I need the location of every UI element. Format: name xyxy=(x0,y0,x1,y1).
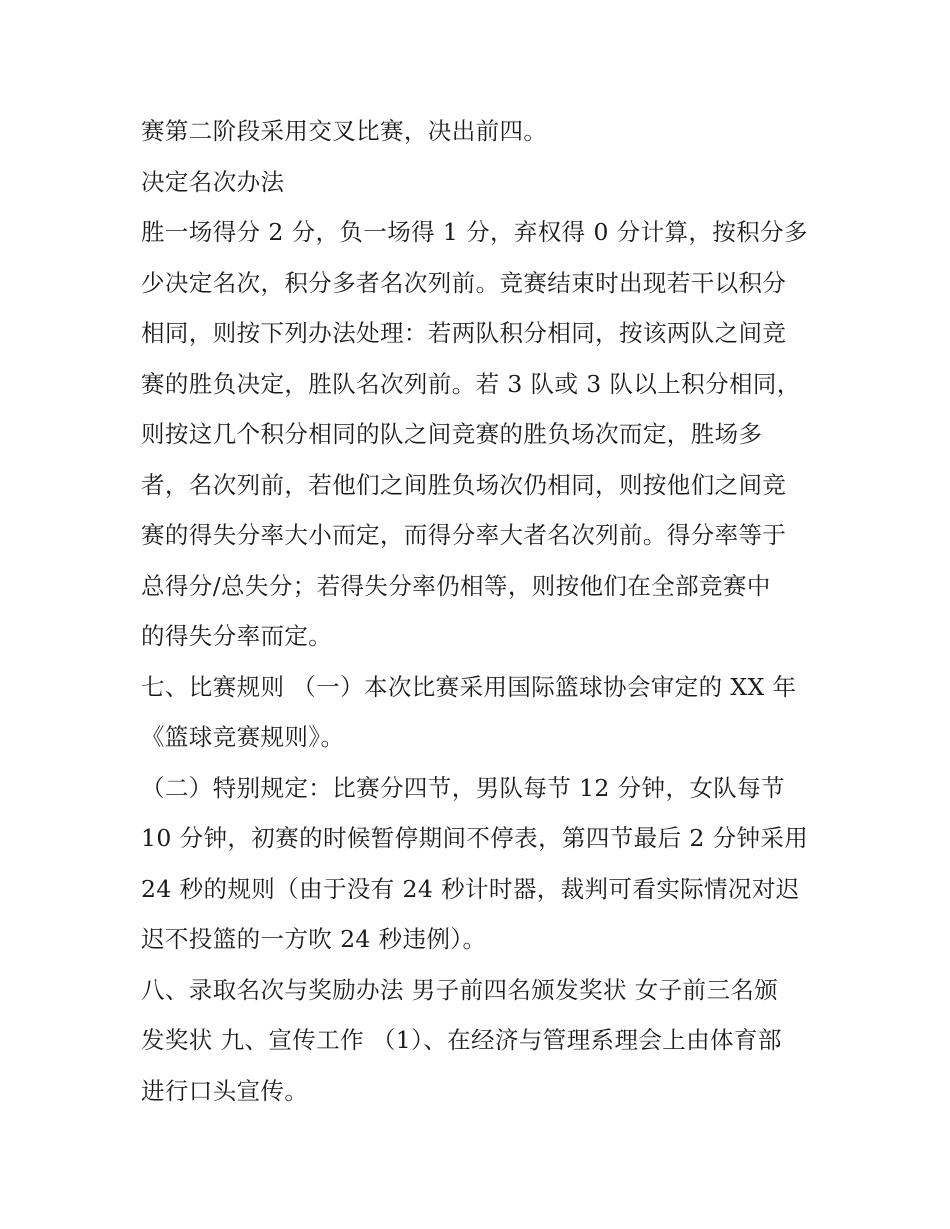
text-line: 的得失分率而定。 xyxy=(141,622,333,650)
text-line: 迟不投篮的一方吹 24 秒违例）。 xyxy=(141,925,487,953)
text-line: 八、录取名次与奖励办法 男子前四名颁发奖状 女子前三名颁 xyxy=(141,975,779,1004)
text-line: 少决定名次，积分多者名次列前。竞赛结束时出现若干以积分 xyxy=(141,268,787,297)
text-line: 胜一场得分 2 分，负一场得 1 分，弃权得 0 分计算，按积分多 xyxy=(141,218,808,246)
section-heading: 决定名次办法 xyxy=(141,167,285,196)
body-text xyxy=(141,106,821,1116)
text-line: 《篮球竞赛规则》。 xyxy=(141,723,345,751)
text-line: 赛的胜负决定，胜队名次列前。若 3 队或 3 队以上积分相同， xyxy=(141,369,801,398)
text-line: 赛第二阶段采用交叉比赛，决出前四。 xyxy=(141,117,548,145)
text-line: （二）特别规定：比赛分四节，男队每节 12 分钟，女队每节 xyxy=(141,773,785,802)
text-line: 进行口头宣传。 xyxy=(141,1076,309,1105)
text-line: 发奖状 九、宣传工作 （1）、在经济与管理系理会上由体育部 xyxy=(141,1026,782,1054)
text-line: 赛的得失分率大小而定，而得分率大者名次列前。得分率等于 xyxy=(141,521,787,549)
text-line: 七、比赛规则 （一）本次比赛采用国际篮球协会审定的 XX 年 xyxy=(141,672,797,701)
text-line: 10 分钟，初赛的时候暂停期间不停表，第四节最后 2 分钟采用 xyxy=(141,824,809,852)
text-line: 24 秒的规则（由于没有 24 秒计时器，裁判可看实际情况对迟 xyxy=(141,874,800,903)
text-line: 者，名次列前，若他们之间胜负场次仍相同，则按他们之间竞 xyxy=(141,470,787,499)
text-line: 相同，则按下列办法处理：若两队积分相同，按该两队之间竞 xyxy=(141,319,787,347)
text-line: 总得分/总失分；若得失分率仍相等，则按他们在全部竞赛中 xyxy=(141,571,771,600)
text-line: 则按这几个积分相同的队之间竞赛的胜负场次而定，胜场多 xyxy=(141,420,763,448)
